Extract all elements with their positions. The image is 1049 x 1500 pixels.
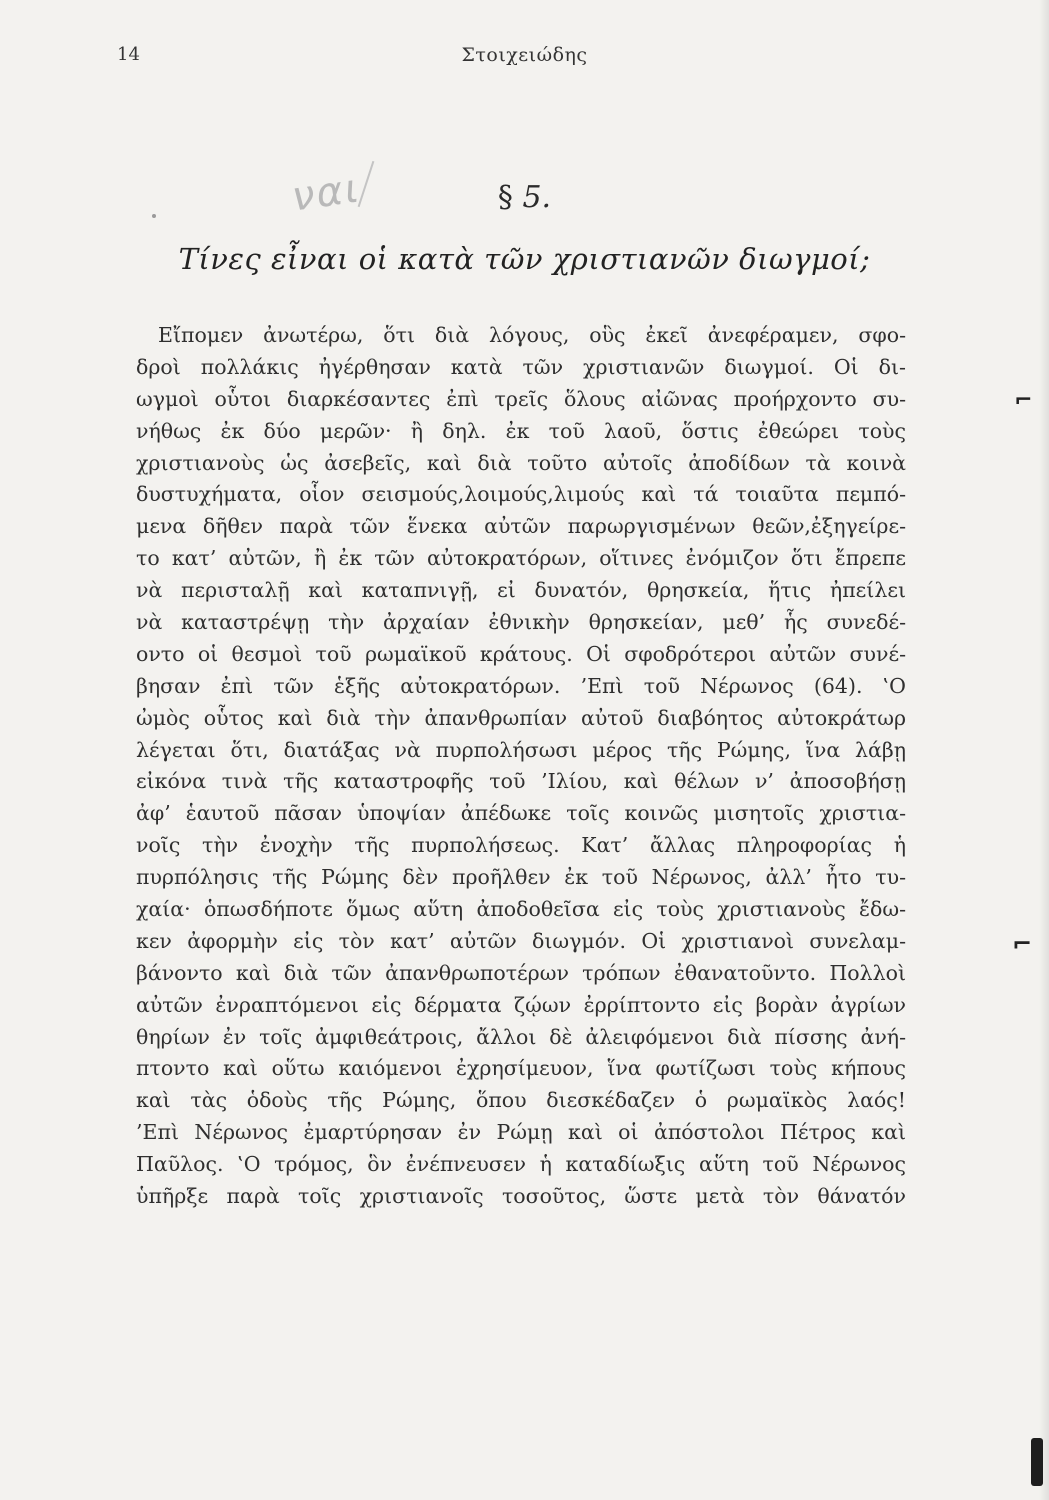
text-line: πυρπόλησις τῆς Ρώμης δὲν προῆλθεν ἐκ τοῦ Νέρωνος, ἀλλ’ ἦτο τυ-	[136, 865, 906, 890]
section-symbol: §	[497, 180, 513, 215]
text-line: βησαν ἐπὶ τῶν ἑξῆς αὐτοκρατόρων. ’Επὶ τοῦ Νέρωνος (64). ‛Ο	[136, 673, 906, 698]
text-line: δυστυχήματα, οἷον σεισμούς,λοιμούς,λιμούς καὶ τά τοιαῦτα πεμπό-	[136, 482, 906, 507]
text-line: ωγμοὶ οὗτοι διαρκέσαντες ἐπὶ τρεῖς ὅλους αἰῶνας προήρχοντο συ-	[136, 386, 906, 411]
text-line: το κατ’ αὐτῶν, ἢ ἐκ τῶν αὐτοκρατόρων, οἵτινες ἐνόμιζον ὅτι ἔπρεπε	[136, 546, 906, 571]
page-number: 14	[117, 44, 140, 65]
text-line: αὐτῶν ἐνραπτόμενοι εἰς δέρματα ζῴων ἐρρίπτοντο εἰς βορὰν ἀγρίων	[136, 992, 906, 1017]
margin-mark: ⌐	[1014, 388, 1033, 413]
running-title: Στοιχειώδης	[461, 44, 588, 66]
text-line: κεν ἀφορμὴν εἰς τὸν κατ’ αὐτῶν διωγμόν. Οἱ χριστιανοὶ συνελαμ-	[136, 928, 906, 953]
text-line: Εἴπομεν ἀνωτέρω, ὅτι διὰ λόγους, οὓς ἐκεῖ ἀνεφέραμεν, σφο-	[158, 323, 906, 347]
handwritten-annotation: ναι	[289, 165, 364, 221]
text-line: νήθως ἐκ δύο μερῶν· ἢ δηλ. ἐκ τοῦ λαοῦ, ὅστις ἐθεώρει τοὺς	[136, 418, 906, 443]
text-line: νοῖς τὴν ἐνοχὴν τῆς πυρπολήσεως. Κατ’ ἄλλας πληροφορίας ἡ	[136, 833, 906, 858]
text-line: ἀφ’ ἑαυτοῦ πᾶσαν ὑποψίαν ἀπέδωκε τοῖς κοινῶς μισητοῖς χριστια-	[136, 801, 906, 826]
page-edge-shadow	[1039, 0, 1049, 1500]
text-line: Παῦλος. ‛Ο τρόμος, ὃν ἐνέπνευσεν ἡ καταδίωξις αὕτη τοῦ Νέρωνος	[136, 1152, 906, 1177]
text-line: νὰ περισταλῇ καὶ καταπνιγῇ, εἰ δυνατόν, θρησκεία, ἥτις ἠπείλει	[136, 578, 906, 603]
text-line: χριστιανοὺς ὡς ἀσεβεῖς, καὶ διὰ τοῦτο αὐτοῖς ἀποδίδων τὰ κοινὰ	[136, 450, 906, 475]
text-line: νὰ καταστρέψῃ τὴν ἀρχαίαν ἐθνικὴν θρησκείαν, μεθ’ ἧς συνεδέ-	[136, 610, 906, 635]
text-line: ’Επὶ Νέρωνος ἐμαρτύρησαν ἐν Ρώμῃ καὶ οἱ ἀπόστολοι Πέτρος καὶ	[136, 1120, 906, 1145]
text-line: καὶ τὰς ὁδοὺς τῆς Ρώμης, ὅπου διεσκέδαζεν ὁ ρωμαϊκὸς λαός!	[136, 1088, 906, 1113]
section-title: Τίνες εἶναι οἱ κατὰ τῶν χριστιανῶν διωγμοί;	[178, 242, 871, 276]
margin-mark: ⌐	[1012, 930, 1033, 958]
text-line: θηρίων ἐν τοῖς ἀμφιθεάτροις, ἄλλοι δὲ ἀλειφόμενοι διὰ πίσσης ἀνή-	[136, 1024, 906, 1049]
text-line: πτοντο καὶ οὕτω καιόμενοι ἐχρησίμευον, ἵνα φωτίζωσι τοὺς κήπους	[136, 1056, 906, 1081]
section-number: 5.	[522, 180, 552, 215]
text-line: δροὶ πολλάκις ἠγέρθησαν κατὰ τῶν χριστιανῶν διωγμοί. Οἱ δι-	[136, 354, 906, 379]
text-line: βάνοντο καὶ διὰ τῶν ἀπανθρωποτέρων τρόπων ἐθανατοῦντο. Πολλοὶ	[136, 960, 906, 985]
text-line: ὠμὸς οὗτος καὶ διὰ τὴν ἀπανθρωπίαν αὐτοῦ διαβόητος αὐτοκράτωρ	[136, 705, 906, 730]
section-heading	[0, 180, 1049, 215]
running-head	[0, 44, 1049, 74]
text-line: χαία· ὁπωσδήποτε ὅμως αὕτη ἀποδοθεῖσα εἰς τοὺς χριστιανοὺς ἔδω-	[136, 897, 906, 922]
text-line: οντο οἱ θεσμοὶ τοῦ ρωμαϊκοῦ κράτους. Οἱ σφοδρότεροι αὐτῶν συνέ-	[136, 641, 906, 666]
corner-smudge	[1031, 1438, 1043, 1486]
text-line: μενα δῆθεν παρὰ τῶν ἕνεκα αὐτῶν παρωργισμένων θεῶν,ἐξηγείρε-	[136, 514, 906, 539]
body-paragraph	[136, 320, 906, 1213]
text-line: λέγεται ὅτι, διατάξας νὰ πυρπολήσωσι μέρος τῆς Ρώμης, ἵνα λάβῃ	[136, 737, 906, 762]
text-line: εἰκόνα τινὰ τῆς καταστροφῆς τοῦ ’Ιλίου, καὶ θέλων ν’ ἀποσοβήσῃ	[136, 769, 906, 794]
text-line: ὑπῆρξε παρὰ τοῖς χριστιανοῖς τοσοῦτος, ὥστε μετὰ τὸν θάνατόν	[136, 1184, 906, 1209]
